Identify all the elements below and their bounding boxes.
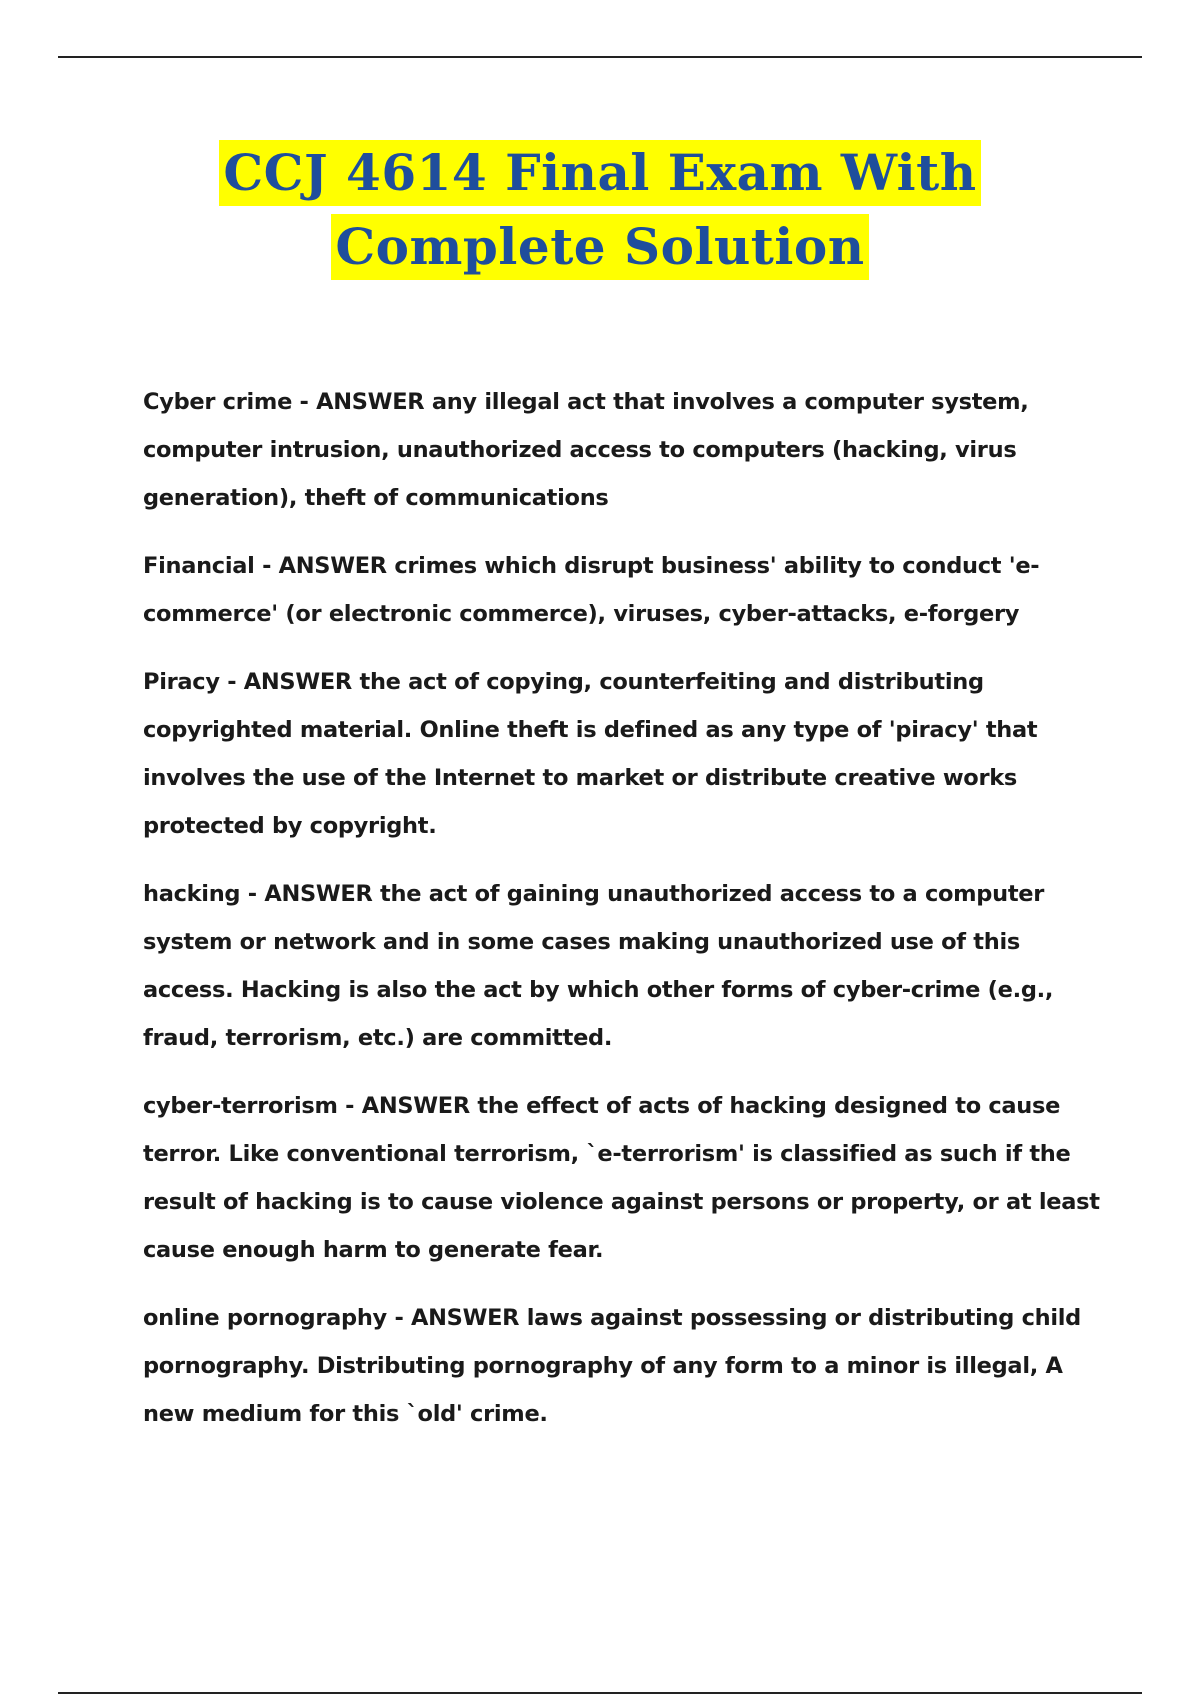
top-divider	[58, 56, 1142, 58]
bottom-divider	[58, 1692, 1142, 1694]
qa-entry-financial: Financial - ANSWER crimes which disrupt business' ability to conduct 'e-commerce' (or electronic commerce), viruses, cyber-attacks, e-forgery	[143, 553, 1040, 627]
title-line-2: Complete Solution	[331, 214, 868, 280]
qa-entry-piracy: Piracy - ANSWER the act of copying, counterfeiting and distributing copyrighted material. Online theft is defined as any type of 'piracy' that involves the use of the Internet to market or distribute creative works protected by copyright.	[143, 669, 1038, 839]
qa-entry-cyber-crime: Cyber crime - ANSWER any illegal act that involves a computer system, computer intrusion, unauthorized access to computers (hacking, virus generation), theft of communications	[143, 389, 1029, 511]
qa-entry-cyber-terrorism: cyber-terrorism - ANSWER the effect of acts of hacking designed to cause terror. Like conventional terrorism, `e-terrorism' is classified as such if the result of hacking is to cause violence against persons or property, or at least cause enough harm to generate fear.	[143, 1093, 1100, 1263]
qa-entry-online-pornography: online pornography - ANSWER laws against possessing or distributing child pornography. Distributing pornography of any form to a minor is illegal, A new medium for this `old' crime.	[143, 1305, 1081, 1427]
qa-entry-hacking: hacking - ANSWER the act of gaining unauthorized access to a computer system or network and in some cases making unauthorized use of this access. Hacking is also the act by which other forms of cyber-crime (e.g., fraud, terrorism, etc.) are committed.	[143, 881, 1054, 1051]
title-line-1: CCJ 4614 Final Exam With	[219, 140, 980, 206]
qa-list	[143, 378, 1103, 1458]
document-title	[0, 140, 1200, 280]
